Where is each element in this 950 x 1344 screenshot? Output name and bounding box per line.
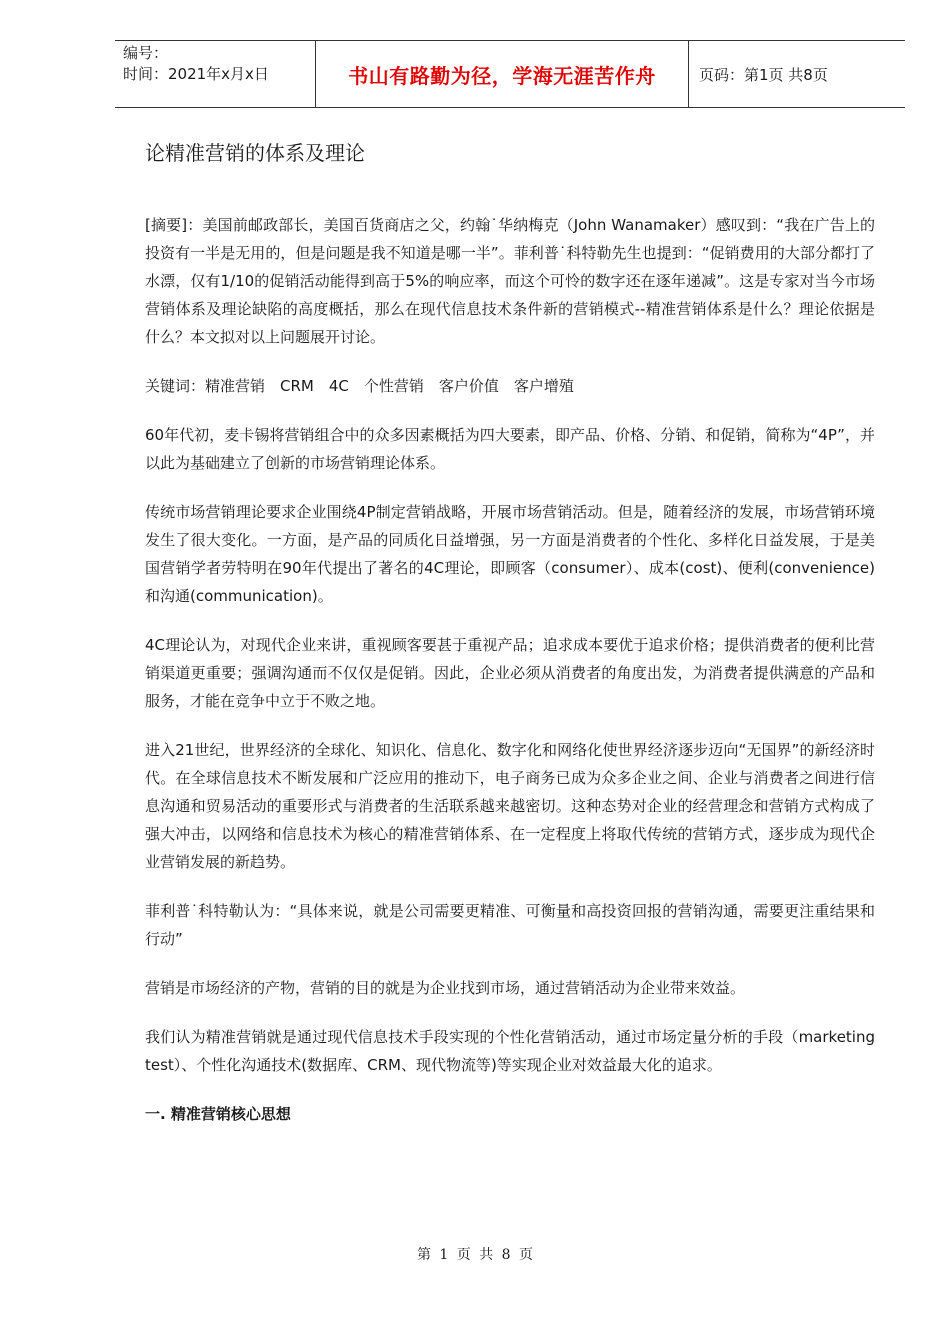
keywords-paragraph: 关键词：精准营销 CRM 4C 个性营销 客户价值 客户增殖 [145,377,574,395]
body-paragraph: 菲利普˙科特勒认为：“具体来说，就是公司需要更精准、可衡量和高投资回报的营销沟通，需要更注重结果和行动” [145,902,875,948]
body-paragraph: 我们认为精准营销就是通过现代信息技术手段实现的个性化营销活动，通过市场定量分析的手段（marketing test）、个性化沟通技术(数据库、CRM、现代物流等)等实现企业对效益最大化的追求。 [145,1028,875,1074]
header-meta [115,41,316,107]
section-heading: 一. 精准营销核心思想 [145,1105,291,1123]
abstract-paragraph: [摘要]：美国前邮政部长，美国百货商店之父，约翰˙华纳梅克（John Wanamaker）感叹到：“我在广告上的投资有一半是无用的，但是问题是我不知道是哪一半”。菲利普˙科特勒先生也提到：“促销费用的大部分都打了水漂，仅有1/10的促销活动能得到高于5%的响应率，而这个可怜的数字还在逐年递减”。这是专家对当今市场营销体系及理论缺陷的高度概括，那么在现代信息技术条件新的营销模式--精准营销体系是什么？理论依据是什么？本文拟对以上问题展开讨论。 [145,216,875,346]
header-page-number: 页码：第1页 共8页 [699,65,828,84]
header-motto: 书山有路勤为径，学海无涯苦作舟 [316,41,689,107]
body-paragraph: 4C理论认为，对现代企业来讲，重视顾客要甚于重视产品；追求成本要优于追求价格；提供消费者的便利比营销渠道更重要；强调沟通而不仅仅是促销。因此，企业必须从消费者的角度出发，为消费者提供满意的产品和服务，才能在竞争中立于不败之地。 [145,636,875,710]
body-paragraph: 进入21世纪，世界经济的全球化、知识化、信息化、数字化和网络化使世界经济逐步迈向“无国界”的新经济时代。在全球信息技术不断发展和广泛应用的推动下，电子商务已成为众多企业之间、企业与消费者之间进行信息沟通和贸易活动的重要形式与消费者的生活联系越来越密切。这种态势对企业的经营理念和营销方式构成了强大冲击，以网络和信息技术为核心的精准营销体系、在一定程度上将取代传统的营销方式，逐步成为现代企业营销发展的新趋势。 [145,741,875,871]
body-paragraph: 传统市场营销理论要求企业围绕4P制定营销战略，开展市场营销活动。但是，随着经济的发展，市场营销环境发生了很大变化。一方面，是产品的同质化日益增强，另一方面是消费者的个性化、多样化日益发展，于是美国营销学者劳特明在90年代提出了著名的4C理论，即顾客（consumer）、成本(cost)、便利(convenience)和沟通(communication)。 [145,503,875,605]
body-paragraph: 60年代初，麦卡锡将营销组合中的众多因素概括为四大要素，即产品、价格、分销、和促销，简称为“4P”，并以此为基础建立了创新的市场营销理论体系。 [145,426,875,472]
document-number-label: 编号： [123,44,169,62]
document-title: 论精准营销的体系及理论 [145,141,365,165]
page-header [115,40,905,108]
page-footer: 第 1 页 共 8 页 [416,1247,534,1263]
body-paragraph: 营销是市场经济的产物，营销的目的就是为企业找到市场，通过营销活动为企业带来效益。 [145,979,746,997]
document-time-label: 时间：2021年x月x日 [123,65,269,83]
document-body [145,211,875,1128]
